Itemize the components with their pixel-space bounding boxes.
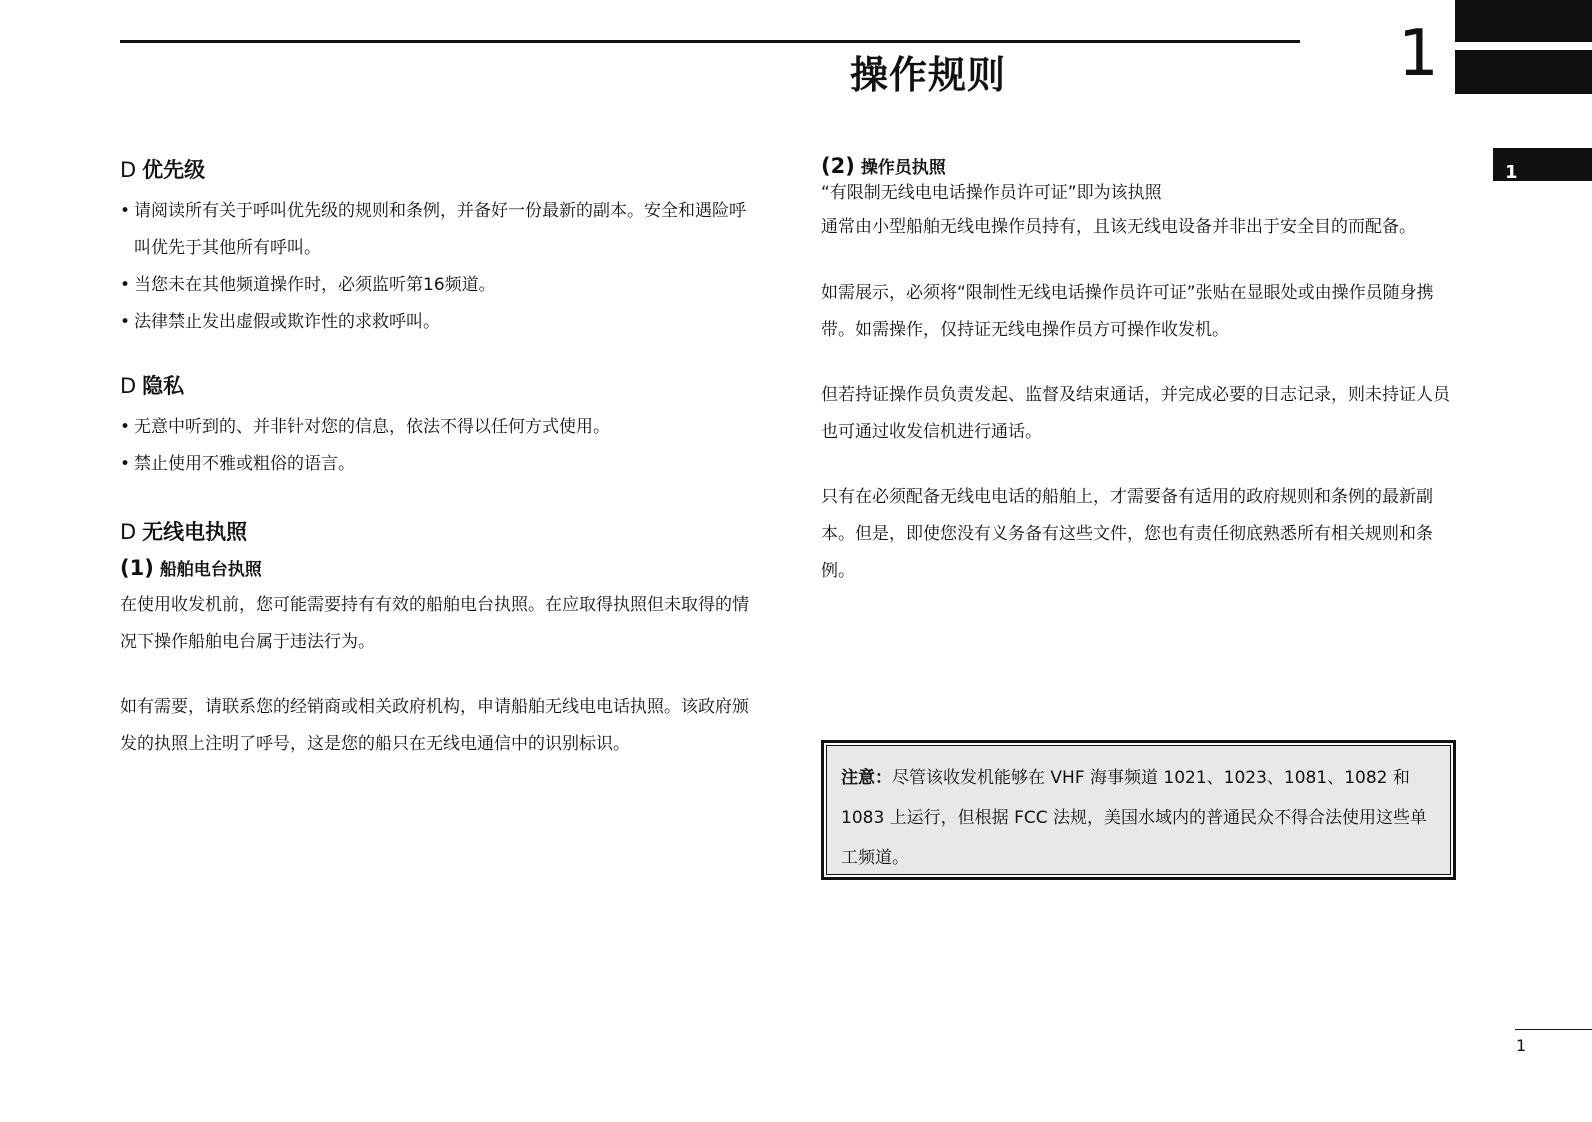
- bullet-icon: •: [120, 454, 131, 474]
- chapter-tab-block-bottom: [1455, 50, 1592, 94]
- side-chapter-tab: 1: [1493, 148, 1592, 181]
- chapter-number: 1: [1398, 17, 1439, 91]
- subsection-title: 船舶电台执照: [159, 560, 262, 580]
- paragraph: 在使用收发机前，您可能需要持有有效的船舶电台执照。在应取得执照但未取得的情况下操作船舶电台属于违法行为。: [120, 595, 749, 652]
- paragraph: 如有需要，请联系您的经销商或相关政府机构，申请船舶无线电电话执照。该政府颁发的执照上注明了呼号，这是您的船只在无线电通信中的识别标识。: [120, 697, 749, 754]
- subsection-heading-operator-license: [821, 155, 1461, 179]
- section-marker: D: [120, 158, 137, 182]
- section-heading-privacy: [120, 371, 760, 401]
- bullet-icon: •: [120, 275, 131, 295]
- paragraph: 通常由小型船舶无线电操作员持有，且该无线电设备并非出于安全目的而配备。: [821, 217, 1416, 237]
- header-rule: [120, 40, 1300, 43]
- bullet-icon: •: [120, 312, 131, 332]
- paragraph-first-line: “有限制无线电电话操作员许可证”即为该执照: [821, 183, 1162, 203]
- note-box: [821, 740, 1456, 880]
- footer-rule: [1515, 1029, 1592, 1030]
- section-title: 隐私: [142, 374, 185, 398]
- section-title: 优先级: [142, 158, 206, 182]
- subsection-number: (2): [821, 154, 855, 178]
- list-item: • 当您未在其他频道操作时，必须监听第16频道。: [120, 267, 760, 304]
- section-heading-radio-license: [120, 517, 760, 547]
- section-marker: D: [120, 374, 137, 398]
- bullet-icon: •: [120, 201, 131, 221]
- paragraph: 但若持证操作员负责发起、监督及结束通话，并完成必要的日志记录，则未持证人员也可通过收发信机进行通话。: [821, 385, 1450, 442]
- note-label: 注意：: [841, 768, 892, 788]
- bullet-icon: •: [120, 417, 131, 437]
- chapter-tab-block-top: [1455, 0, 1592, 42]
- paragraph: 如需展示，必须将“限制性无线电话操作员许可证”张贴在显眼处或由操作员随身携带。如需操作，仅持证无线电操作员方可操作收发机。: [821, 283, 1434, 340]
- page-title: 操作规则: [850, 53, 1007, 97]
- left-column: [120, 155, 760, 763]
- right-column: [821, 155, 1461, 590]
- section-marker: D: [120, 520, 137, 544]
- section-title: 无线电执照: [142, 520, 248, 544]
- subsection-number: (1): [120, 556, 154, 580]
- subsection-heading-ship-station-license: [120, 555, 760, 583]
- list-item: • 无意中听到的、并非针对您的信息，依法不得以任何方式使用。: [120, 409, 760, 446]
- section-heading-priority: [120, 155, 760, 185]
- paragraph: 只有在必须配备无线电电话的船舶上，才需要备有适用的政府规则和条例的最新副本。但是，即使您没有义务备有这些文件，您也有责任彻底熟悉所有相关规则和条例。: [821, 487, 1433, 581]
- list-item: • 禁止使用不雅或粗俗的语言。: [120, 446, 760, 483]
- page-number: 1: [1516, 1036, 1527, 1055]
- subsection-title: 操作员执照: [860, 158, 946, 178]
- list-item: • 法律禁止发出虚假或欺诈性的求救呼叫。: [120, 304, 760, 341]
- list-item: • 请阅读所有关于呼叫优先级的规则和条例，并备好一份最新的副本。安全和遇险呼叫优先于其他所有呼叫。: [120, 193, 760, 267]
- note-text: 尽管该收发机能够在 VHF 海事频道 1021、1023、1081、1082 和 1083 上运行，但根据 FCC 法规，美国水域内的普通民众不得合法使用这些单工频道。: [841, 768, 1427, 868]
- note-content: [826, 745, 1451, 875]
